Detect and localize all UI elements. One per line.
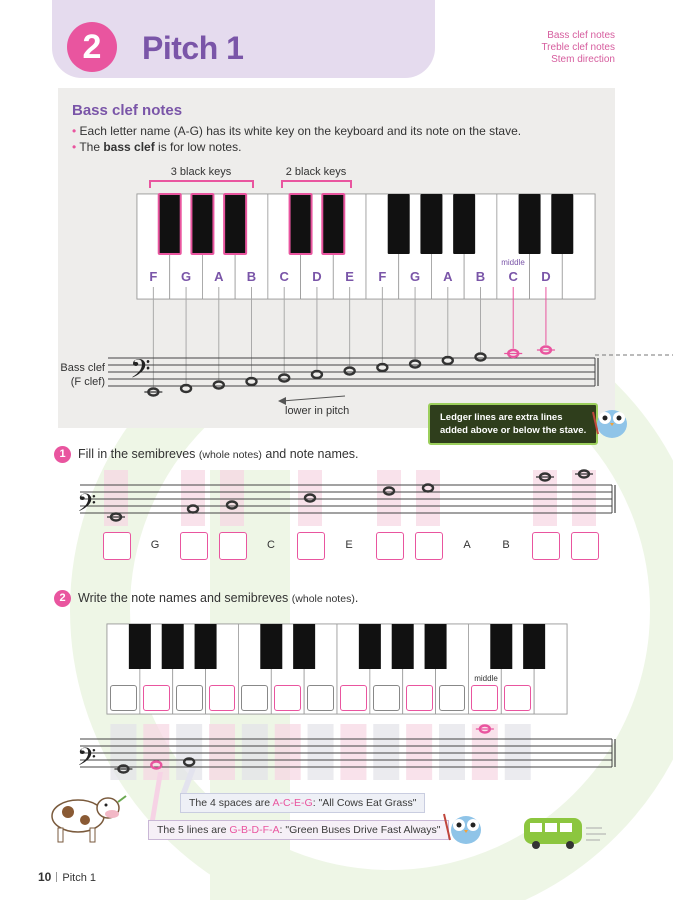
bus-icon xyxy=(520,814,610,854)
bass-clef-symbol: 𝄢 xyxy=(130,354,151,390)
topic-item[interactable]: Bass clef notes xyxy=(547,30,615,41)
given-note-name: B xyxy=(502,539,510,551)
key-letter: E xyxy=(345,269,354,284)
key-letter: B xyxy=(246,269,257,284)
given-note-name: A xyxy=(463,539,471,551)
key-answer-box[interactable] xyxy=(504,685,531,711)
ledger-callout: Ledger lines are extra lines added above or below the stave. xyxy=(428,403,598,445)
key-answer-box[interactable] xyxy=(471,685,498,711)
tip-spaces: The 4 spaces are A-C-E-G: "All Cows Eat Grass" xyxy=(180,793,425,813)
owl-icon xyxy=(440,806,488,848)
black-key xyxy=(260,624,282,669)
footer-label: Pitch 1 xyxy=(62,872,96,884)
clef-label: Bass clef xyxy=(60,362,105,374)
answer-columns xyxy=(110,724,530,780)
chapter-number-badge: 2 xyxy=(67,22,117,72)
key-answer-box[interactable] xyxy=(176,685,203,711)
key-letter: G xyxy=(410,269,421,284)
cow-icon xyxy=(40,786,130,846)
section-heading: Bass clef notes xyxy=(72,102,183,119)
bass-clef-symbol: 𝄢 xyxy=(77,744,97,777)
middle-label: middle xyxy=(501,258,525,267)
black-key xyxy=(523,624,545,669)
black-key xyxy=(129,624,151,669)
answer-column xyxy=(340,724,366,780)
key-letter: F xyxy=(149,269,158,284)
page-title: Pitch 1 xyxy=(142,30,244,66)
key-answer-box[interactable] xyxy=(307,685,334,711)
bullet-2: • The bass clef is for low notes. xyxy=(72,140,242,154)
answer-column xyxy=(242,724,268,780)
middle-label: middle xyxy=(474,674,498,683)
clef-label-sub: (F clef) xyxy=(70,376,105,388)
key-letter: F xyxy=(378,269,387,284)
black-key xyxy=(293,624,315,669)
key-answer-box[interactable] xyxy=(406,685,433,711)
key-answer-box[interactable] xyxy=(373,685,400,711)
key-letter: A xyxy=(443,269,453,284)
answer-column xyxy=(505,724,531,780)
key-answer-box[interactable] xyxy=(209,685,236,711)
black-key xyxy=(392,624,414,669)
key-letter: D xyxy=(541,269,551,284)
topic-item[interactable]: Treble clef notes xyxy=(541,42,615,53)
tip-lines: The 5 lines are G-B-D-F-A: "Green Buses Drive Fast Always" xyxy=(148,820,449,840)
answer-column xyxy=(439,724,465,780)
answer-column xyxy=(209,724,235,780)
answer-column xyxy=(275,724,301,780)
given-note-name: C xyxy=(267,539,275,551)
given-note-name: G xyxy=(150,539,160,551)
key-letter: B xyxy=(475,269,486,284)
group1-label: 3 black keys xyxy=(170,166,232,178)
lower-in-pitch-label: lower in pitch xyxy=(285,405,350,417)
key-letter: D xyxy=(312,269,322,284)
bass-clef-symbol: 𝄢 xyxy=(77,490,97,523)
group2-label: 2 black keys xyxy=(285,166,347,178)
topic-item[interactable]: Stem direction xyxy=(551,54,615,65)
key-answer-box[interactable] xyxy=(143,685,170,711)
answer-column xyxy=(406,724,432,780)
answer-column xyxy=(373,724,399,780)
given-note-name: E xyxy=(345,539,353,551)
black-key xyxy=(359,624,381,669)
answer-column xyxy=(308,724,334,780)
question-2-number: 2 xyxy=(54,590,71,607)
key-answer-box[interactable] xyxy=(340,685,367,711)
bullet-1: • Each letter name (A-G) has its white key on the keyboard and its note on the stave. xyxy=(72,124,522,138)
key-letter: A xyxy=(214,269,224,284)
answer-column xyxy=(143,724,169,780)
key-answer-box[interactable] xyxy=(241,685,268,711)
question-1-text: Fill in the semibreves (whole notes) and note names. xyxy=(78,447,359,461)
question-1-number: 1 xyxy=(54,446,71,463)
black-key xyxy=(162,624,184,669)
page-number: 10 xyxy=(38,870,52,884)
black-key xyxy=(195,624,217,669)
key-answer-box[interactable] xyxy=(439,685,466,711)
key-letter: G xyxy=(181,269,192,284)
key-letter: C xyxy=(279,269,289,284)
key-letter: C xyxy=(508,269,518,284)
stave-notes xyxy=(114,726,493,773)
key-answer-box[interactable] xyxy=(110,685,137,711)
key-answer-box[interactable] xyxy=(274,685,301,711)
black-key xyxy=(490,624,512,669)
page-footer xyxy=(38,870,96,884)
black-key xyxy=(425,624,447,669)
question-2-text: Write the note names and semibreves (whole notes). xyxy=(78,591,359,605)
